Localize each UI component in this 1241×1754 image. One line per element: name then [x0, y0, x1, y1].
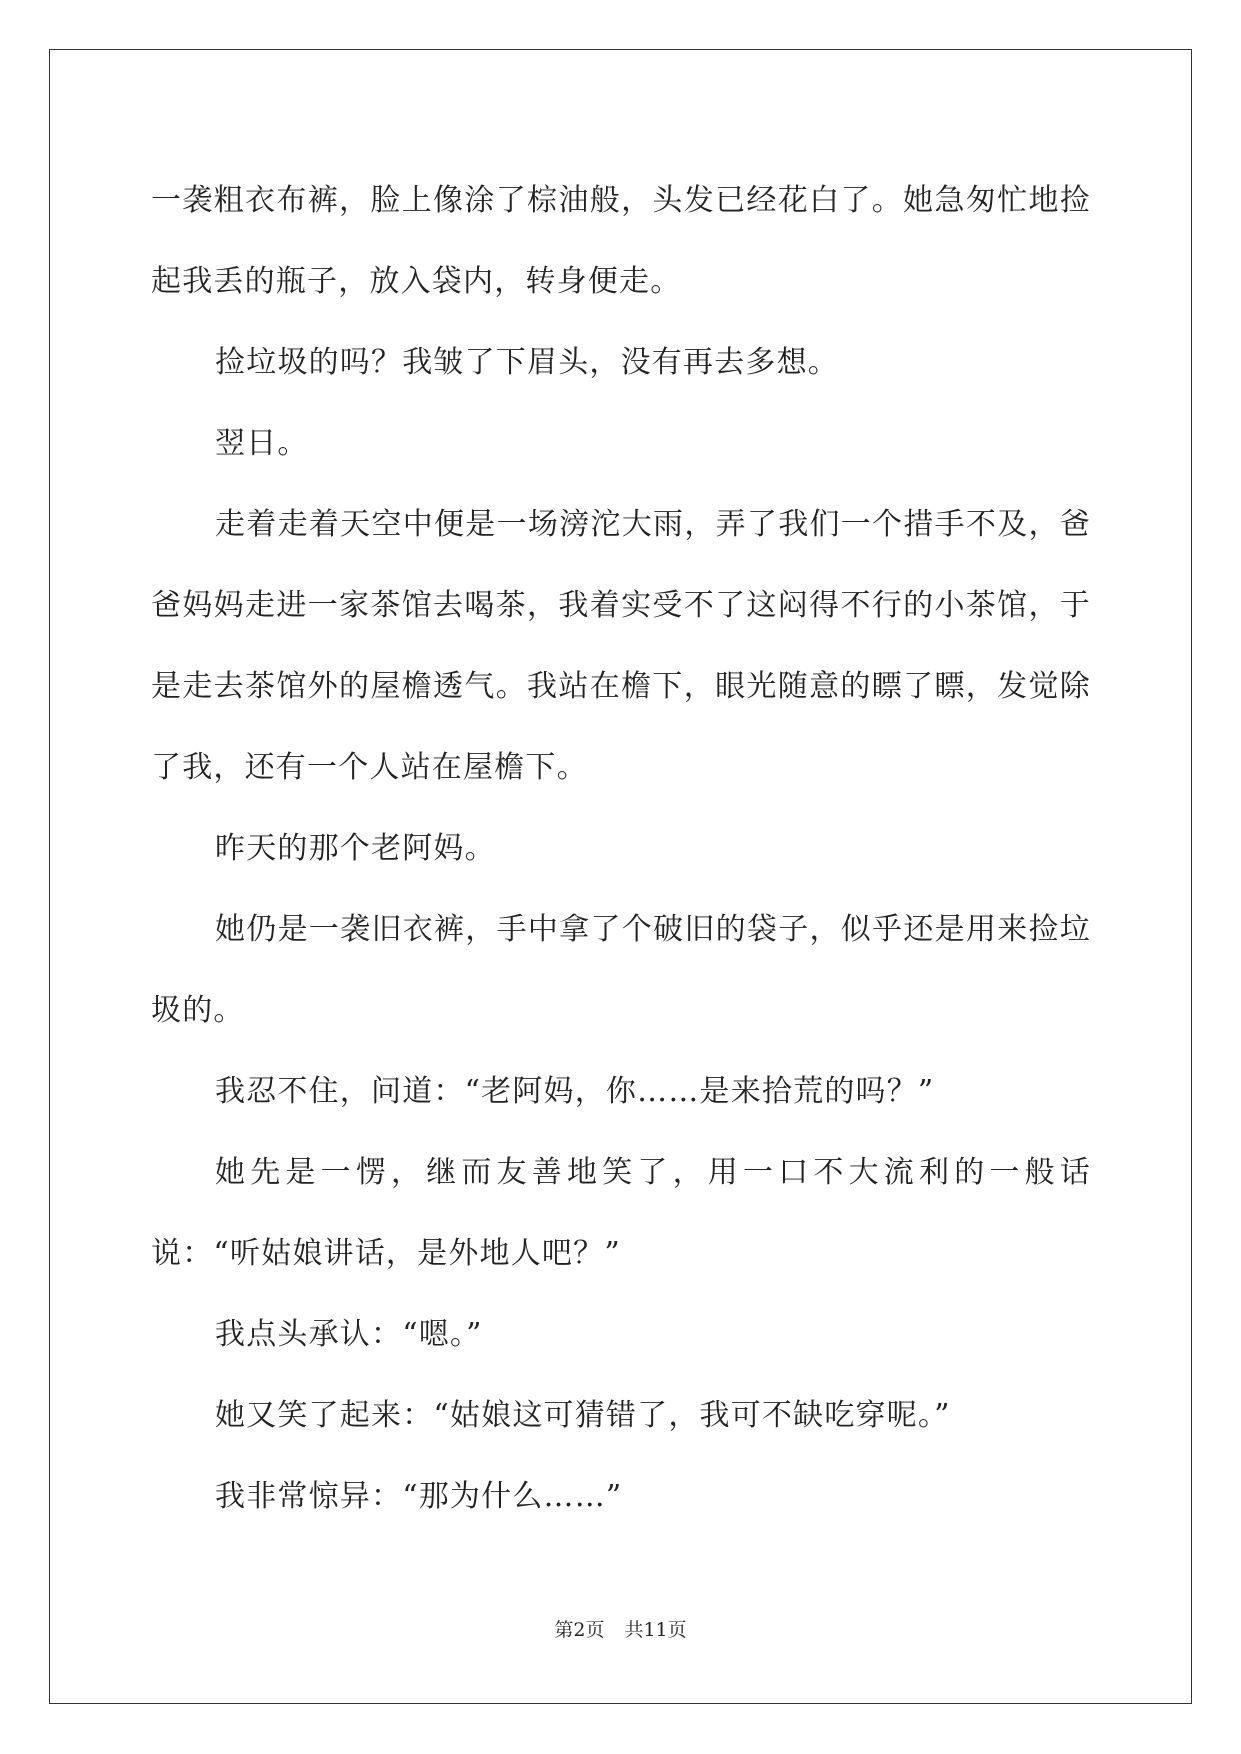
- paragraph-9: 我点头承认：“嗯。”: [215, 1317, 483, 1352]
- paragraph-10: 她又笑了起来：“姑娘这可猜错了，我可不缺吃穿呢。”: [215, 1398, 951, 1433]
- page-total: 共11页: [624, 1619, 687, 1641]
- paragraph-8: 她先是一愣，继而友善地笑了，用一口不大流利的一般话说：“听姑娘讲话，是外地人吧？”: [151, 1155, 1091, 1271]
- paragraph-11: 我非常惊异：“那为什么……”: [215, 1479, 623, 1514]
- paragraph-1: 一袭粗衣布裤，脸上像涂了棕油般，头发已经花白了。她急匆忙地捡起我丢的瓶子，放入袋内，转身便走。: [151, 183, 1091, 299]
- page-footer: [0, 1615, 1241, 1642]
- paragraph-7: 我忍不住，问道：“老阿妈，你……是来拾荒的吗？”: [215, 1074, 935, 1109]
- paragraph-5: 昨天的那个老阿妈。: [215, 831, 496, 866]
- paragraph-3: 翌日。: [215, 426, 309, 461]
- paragraph-4: 走着走着天空中便是一场滂沱大雨，弄了我们一个措手不及，爸爸妈妈走进一家茶馆去喝茶，我着实受不了这闷得不行的小茶馆，于是走去茶馆外的屋檐透气。我站在檐下，眼光随意的瞟了瞟，发觉除了我，还有一个人站在屋檐下。: [151, 507, 1091, 785]
- paragraph-2: 捡垃圾的吗？我皱了下眉头，没有再去多想。: [215, 345, 839, 380]
- document-body: [151, 160, 1091, 1537]
- paragraph-6: 她仍是一袭旧衣裤，手中拿了个破旧的袋子，似乎还是用来捡垃圾的。: [151, 912, 1091, 1028]
- page-number: 第2页: [554, 1619, 605, 1641]
